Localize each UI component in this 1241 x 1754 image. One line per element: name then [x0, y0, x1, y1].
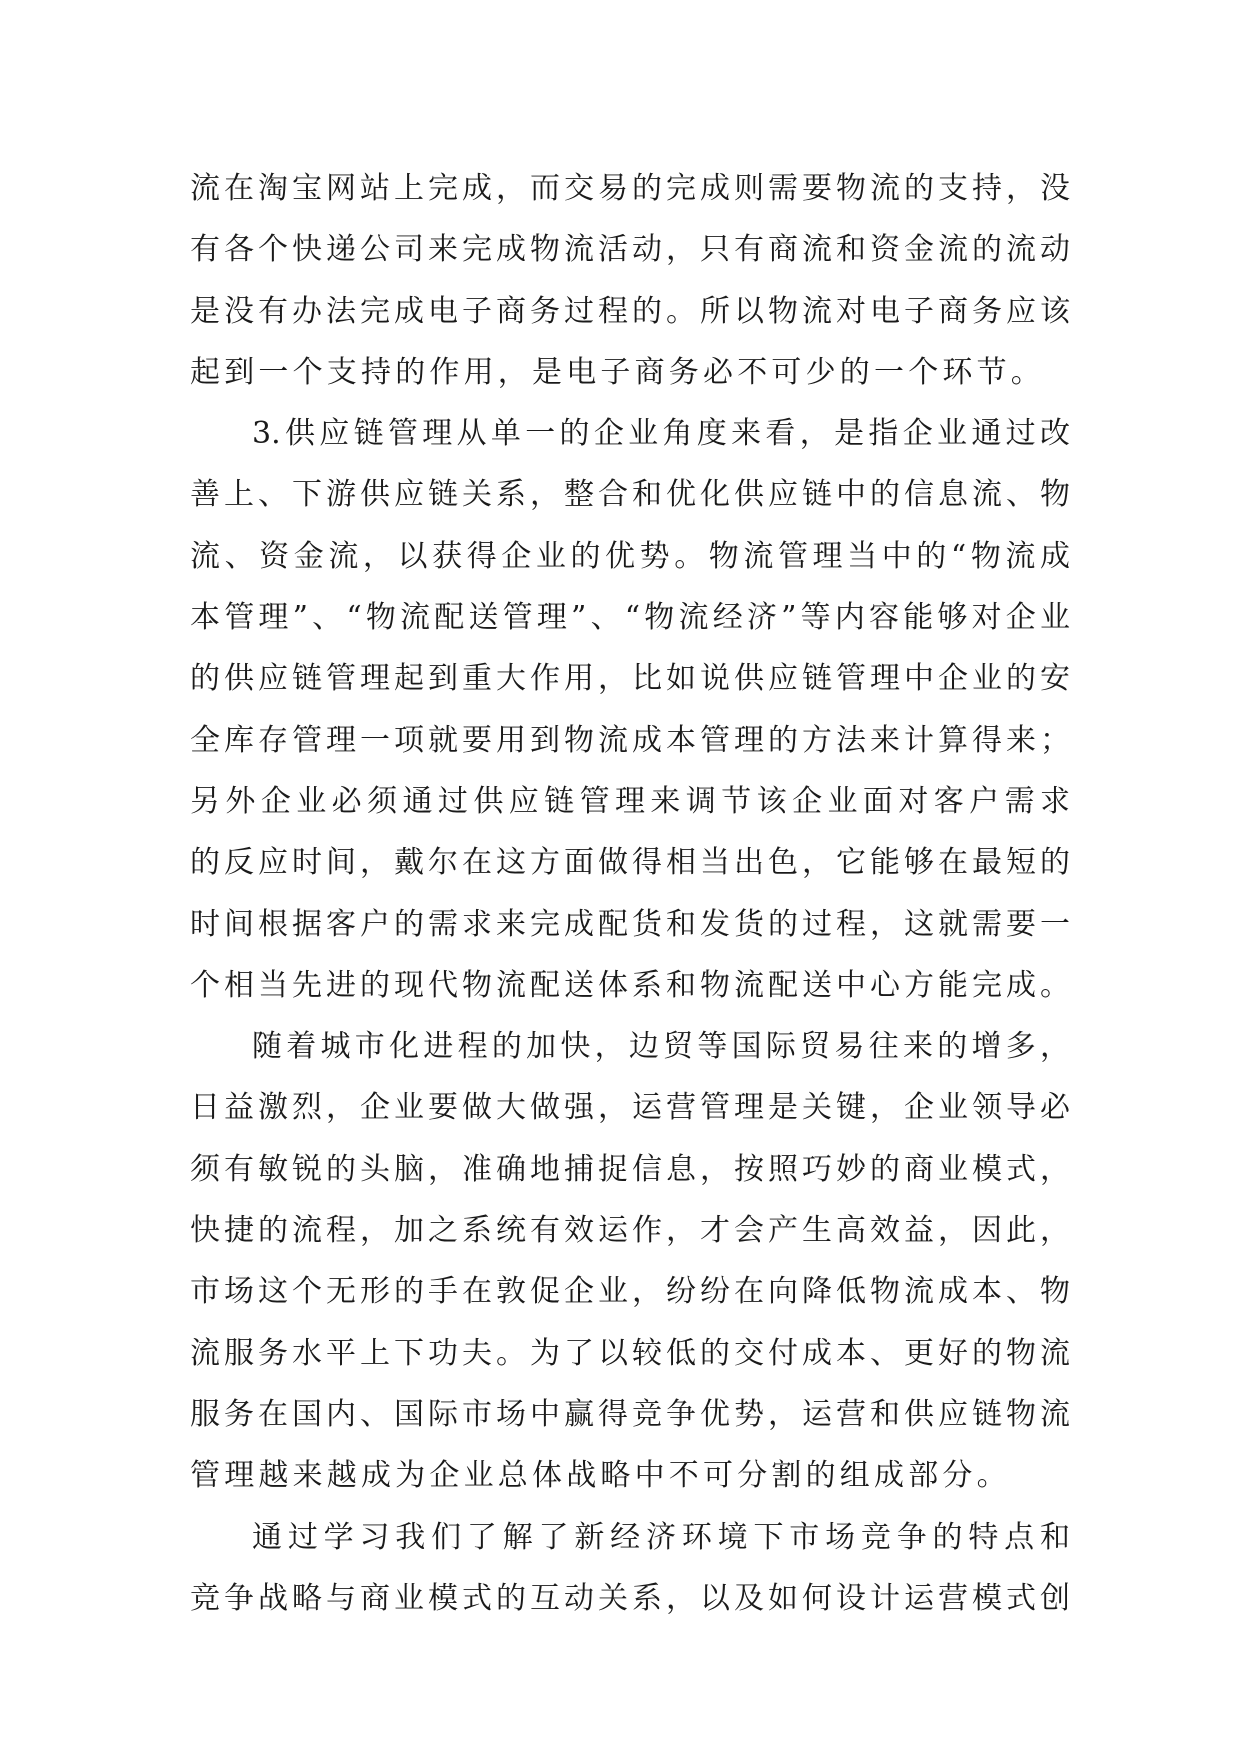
text-line: 管理越来越成为企业总体战略中不可分割的组成部分。: [190, 1458, 1011, 1494]
text-line: 是没有办法完成电子商务过程的。所以物流对电子商务应该: [190, 293, 1070, 329]
text-line: 的反应时间，戴尔在这方面做得相当出色，它能够在最短的: [190, 845, 1070, 881]
text-line: 随着城市化进程的加快，边贸等国际贸易往来的增多，: [252, 1029, 1070, 1065]
text-line: 快捷的流程，加之系统有效运作，才会产生高效益，因此，: [190, 1213, 1070, 1249]
body-text: [190, 158, 1070, 1629]
text-line: 流服务水平上下功夫。为了以较低的交付成本、更好的物流: [190, 1335, 1070, 1371]
text-line: 有各个快递公司来完成物流活动，只有商流和资金流的流动: [190, 232, 1070, 268]
text-line: 全库存管理一项就要用到物流成本管理的方法来计算得来；: [190, 722, 1070, 758]
text-line: 市场这个无形的手在敦促企业，纷纷在向降低物流成本、物: [190, 1274, 1070, 1310]
text-line: 3.供应链管理从单一的企业角度来看，是指企业通过改: [252, 416, 1070, 452]
text-line: 另外企业必须通过供应链管理来调节该企业面对客户需求: [190, 783, 1070, 819]
text-line: 时间根据客户的需求来完成配货和发货的过程，这就需要一: [190, 906, 1070, 942]
text-line: 流在淘宝网站上完成，而交易的完成则需要物流的支持，没: [190, 171, 1070, 206]
text-line: 个相当先进的现代物流配送体系和物流配送中心方能完成。: [190, 967, 1070, 1003]
text-line: 日益激烈，企业要做大做强，运营管理是关键，企业领导必: [190, 1090, 1070, 1126]
text-line: 服务在国内、国际市场中赢得竞争优势，运营和供应链物流: [190, 1396, 1070, 1432]
text-line: 通过学习我们了解了新经济环境下市场竞争的特点和: [252, 1519, 1070, 1555]
text-line: 本管理”、“物流配送管理”、“物流经济”等内容能够对企业: [190, 600, 1070, 636]
text-line: 的供应链管理起到重大作用，比如说供应链管理中企业的安: [190, 661, 1070, 697]
text-line: 起到一个支持的作用，是电子商务必不可少的一个环节。: [190, 354, 1045, 390]
text-line: 善上、下游供应链关系，整合和优化供应链中的信息流、物: [190, 477, 1070, 513]
text-line: 竞争战略与商业模式的互动关系，以及如何设计运营模式创: [190, 1580, 1070, 1616]
text-line: 须有敏锐的头脑，准确地捕捉信息，按照巧妙的商业模式，: [190, 1151, 1070, 1187]
text-line: 流、资金流，以获得企业的优势。物流管理当中的“物流成: [190, 538, 1070, 574]
